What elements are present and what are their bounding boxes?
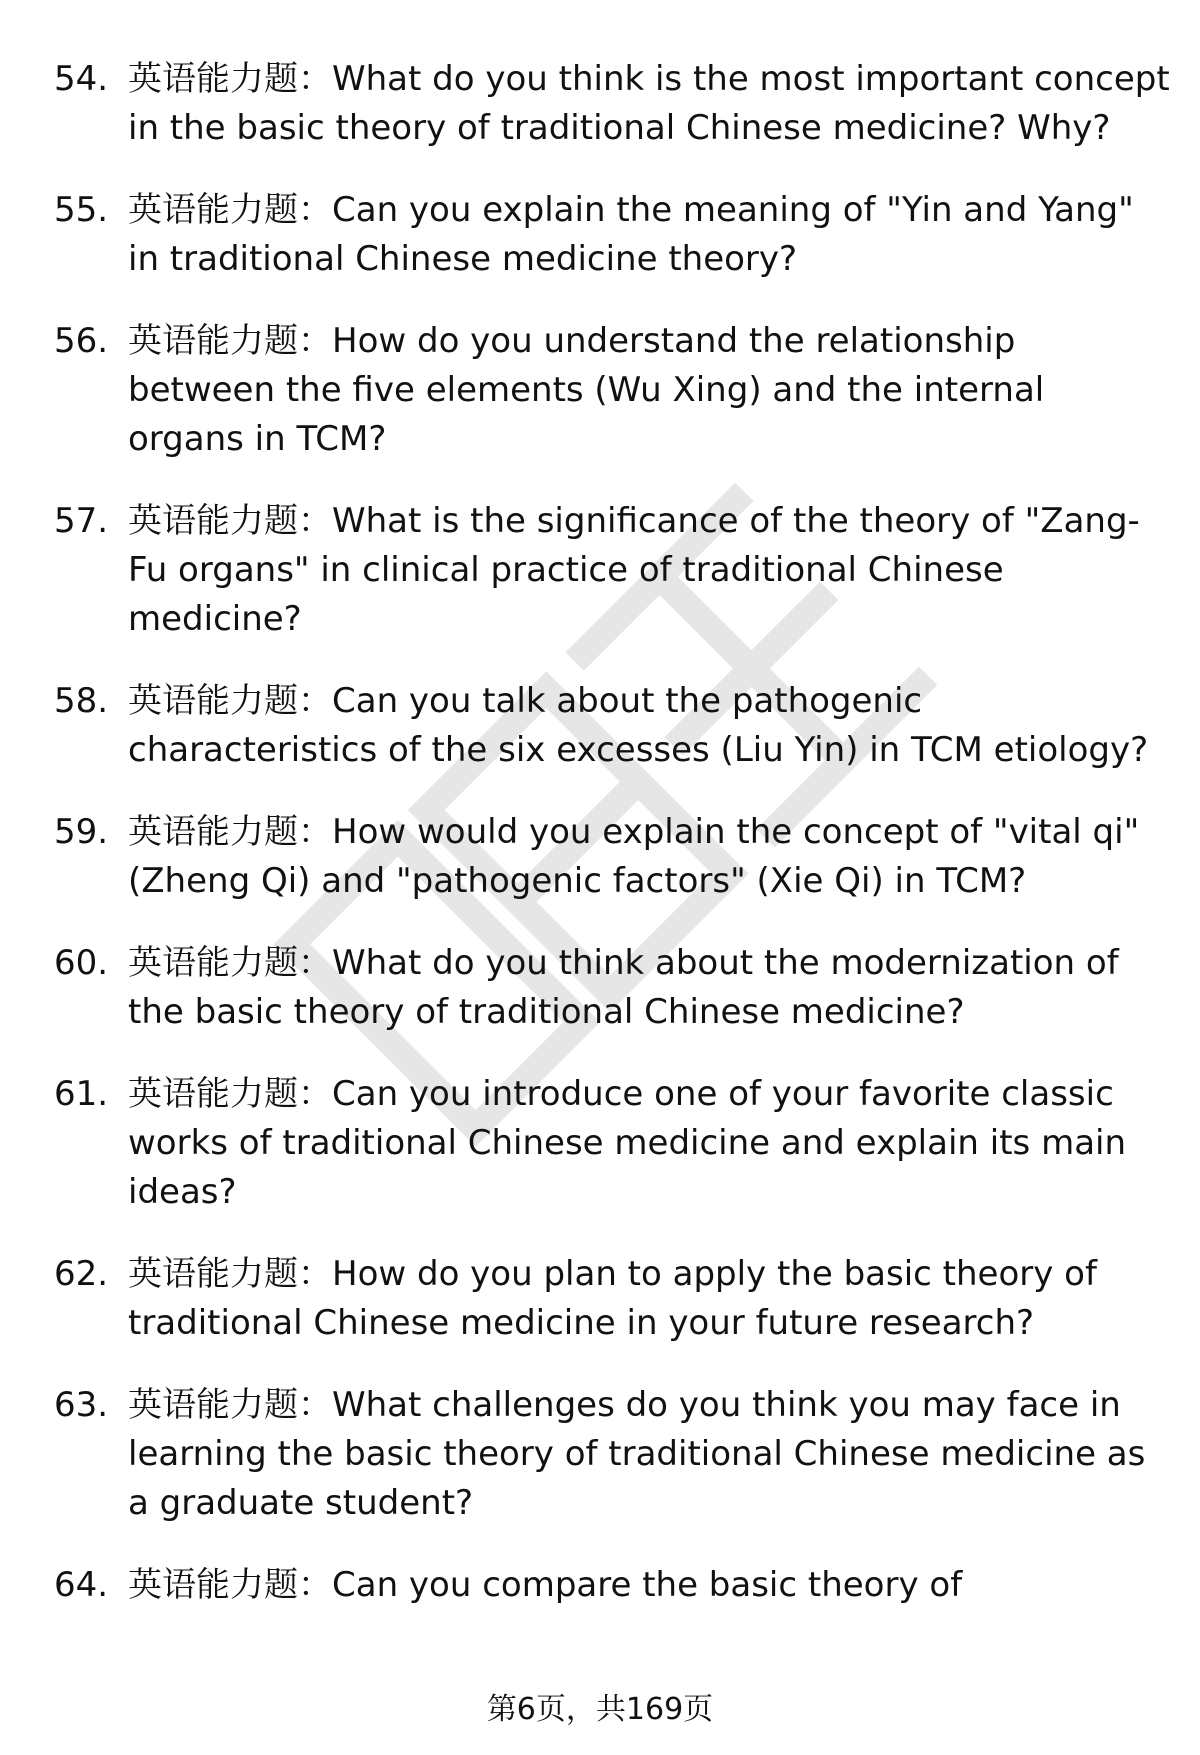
question-category-tag: 英语能力题： — [128, 943, 332, 983]
question-item — [0, 1250, 1200, 1348]
question-category-tag: 英语能力题： — [128, 1074, 332, 1114]
question-item — [0, 55, 1200, 153]
question-text: Can you talk about the pathogenic characteristics of the six excesses (Liu Yin) in TCM etiology? — [128, 681, 1149, 770]
question-text: How would you explain the concept of "vital qi" (Zheng Qi) and "pathogenic factors" (Xie Qi) in TCM? — [128, 812, 1140, 901]
question-text: What do you think is the most important concept in the basic theory of traditional Chinese medicine? Why? — [128, 59, 1170, 148]
question-number: 63. — [54, 1385, 109, 1425]
question-category-tag: 英语能力题： — [128, 501, 332, 541]
question-text: What challenges do you think you may face in learning the basic theory of traditional Chinese medicine as a graduate student? — [128, 1385, 1146, 1523]
question-category-tag: 英语能力题： — [128, 190, 332, 230]
question-text: Can you introduce one of your favorite classic works of traditional Chinese medicine and explain its main ideas? — [128, 1074, 1127, 1212]
question-number: 59. — [54, 812, 109, 852]
question-item — [0, 497, 1200, 644]
question-text: How do you understand the relationship between the five elements (Wu Xing) and the internal organs in TCM? — [128, 321, 1045, 459]
question-item — [0, 1561, 1200, 1610]
question-text: Can you compare the basic theory of — [332, 1565, 963, 1605]
question-category-tag: 英语能力题： — [128, 681, 332, 721]
question-number: 55. — [54, 190, 109, 230]
question-list — [0, 55, 1200, 1643]
question-category-tag: 英语能力题： — [128, 1565, 332, 1605]
question-category-tag: 英语能力题： — [128, 59, 332, 99]
question-text: How do you plan to apply the basic theory of traditional Chinese medicine in your future research? — [128, 1254, 1097, 1343]
question-number: 58. — [54, 681, 109, 721]
question-category-tag: 英语能力题： — [128, 321, 332, 361]
question-item — [0, 1381, 1200, 1528]
question-number: 62. — [54, 1254, 109, 1294]
page-footer: 第6页，共169页 — [486, 1692, 714, 1727]
question-item — [0, 939, 1200, 1037]
question-text: Can you explain the meaning of "Yin and Yang" in traditional Chinese medicine theory? — [128, 190, 1134, 279]
question-number: 64. — [54, 1565, 109, 1605]
question-number: 57. — [54, 501, 109, 541]
question-number: 56. — [54, 321, 109, 361]
question-item — [0, 808, 1200, 906]
question-item — [0, 186, 1200, 284]
question-item — [0, 317, 1200, 464]
question-category-tag: 英语能力题： — [128, 1254, 332, 1294]
question-item — [0, 1070, 1200, 1217]
question-category-tag: 英语能力题： — [128, 1385, 332, 1425]
question-text: What is the significance of the theory of "Zang-Fu organs" in clinical practice of traditional Chinese medicine? — [128, 501, 1140, 639]
question-number: 54. — [54, 59, 109, 99]
question-text: What do you think about the modernization of the basic theory of traditional Chinese medicine? — [128, 943, 1119, 1032]
question-number: 60. — [54, 943, 109, 983]
question-number: 61. — [54, 1074, 109, 1114]
question-category-tag: 英语能力题： — [128, 812, 332, 852]
question-item — [0, 677, 1200, 775]
